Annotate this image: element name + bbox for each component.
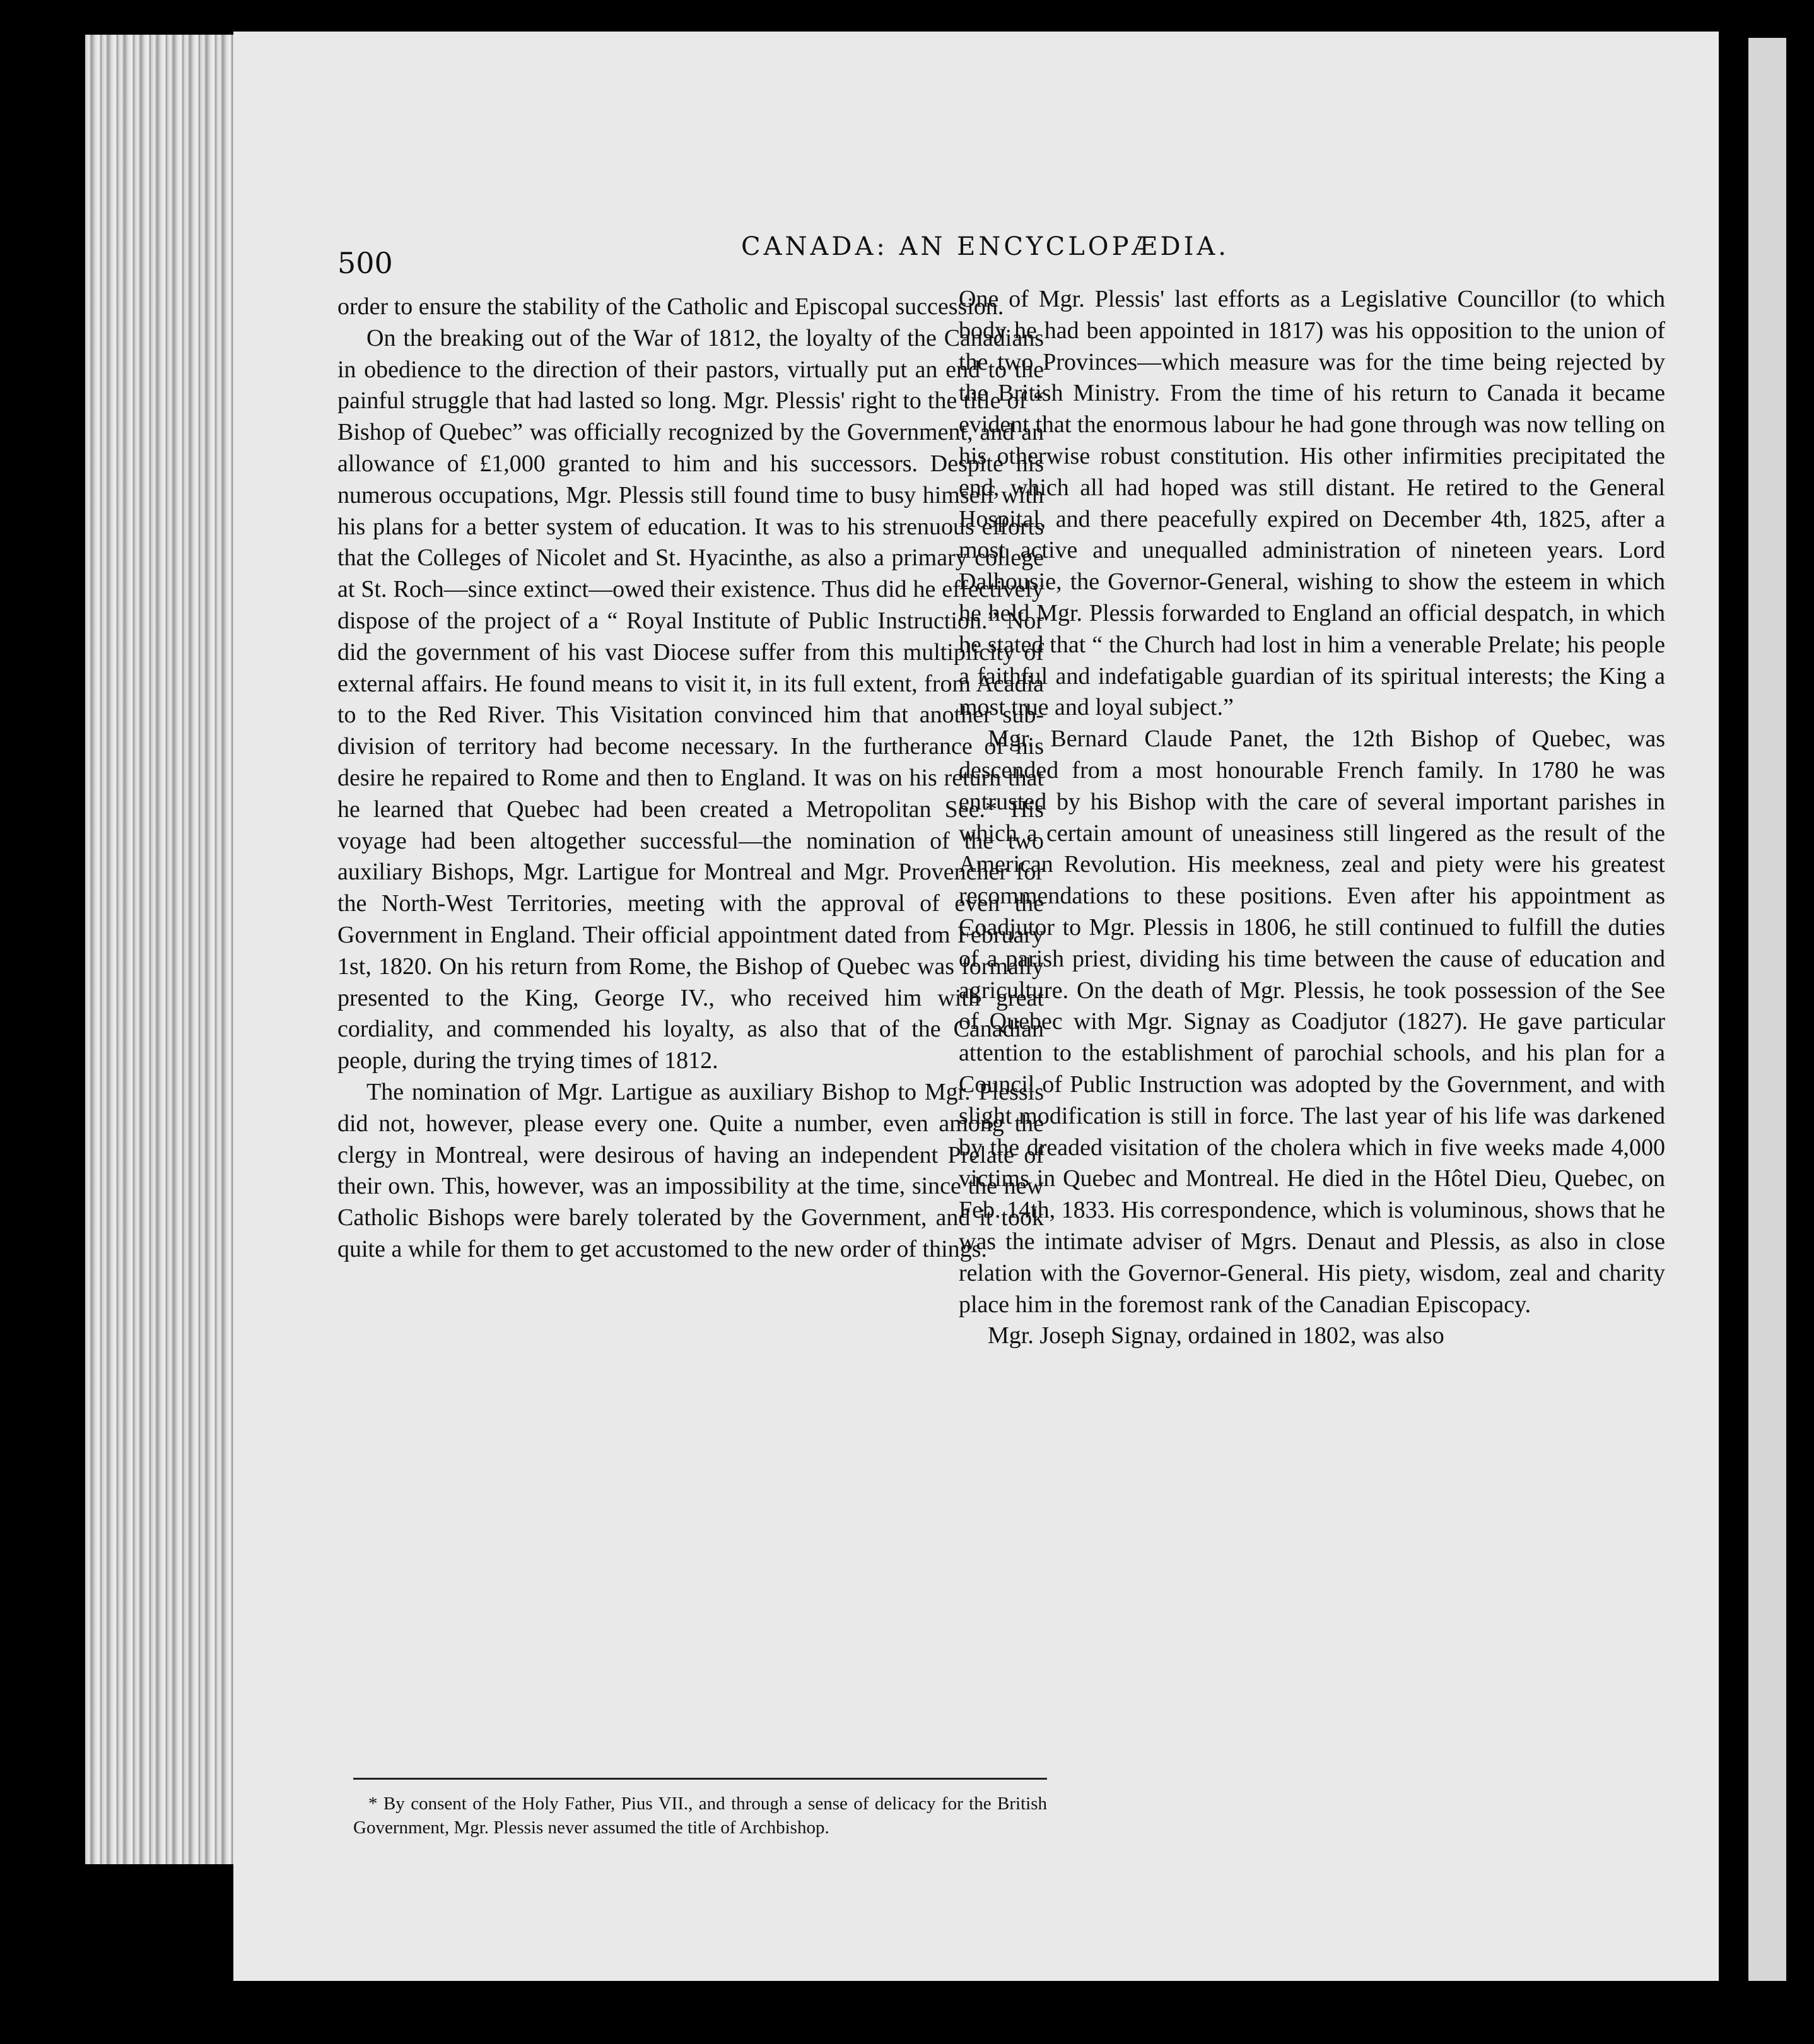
page-header <box>233 232 1719 283</box>
paragraph: Mgr. Bernard Claude Panet, the 12th Bishop of Quebec, was descended from a most honourable French family. In 1780 he was entrusted by his Bishop with the care of several important parishes in which a certain amount of uneasiness still lingered as the result of the American Revolution. His meekness, zeal and piety were his greatest recommendations to these positions. Even after his appointment as Coadjutor to Mgr. Plessis in 1806, he still continued to fulfill the duties of a parish priest, dividing his time between the cause of education and agriculture. On the death of Mgr. Plessis, he took possession of the See of Quebec with Mgr. Signay as Coadjutor (1827). He gave particular attention to the establishment of parochial schools, and his plan for a Council of Public Instruction was adopted by the Government, and with slight modification is still in force. The last year of his life was darkened by the dreaded visitation of the cholera which in five weeks made 4,000 victims in Quebec and Montreal. He died in the Hôtel Dieu, Quebec, on Feb. 14th, 1833. His correspondence, which is voluminous, shows that he was the intimate adviser of Mgrs. Denaut and Plessis, as also in close relation with the Governor-General. His piety, wisdom, zeal and charity place him in the foremost rank of the Canadian Episcopacy. <box>959 725 1665 1318</box>
right-column <box>959 284 1665 1352</box>
paragraph: On the breaking out of the War of 1812, the loyalty of the Canadians in obedience to the direction of their pastors, virtually put an end to the painful struggle that had lasted so long. Mgr. Plessis' right to the title of “ Bishop of Quebec” was officially recognized by the Government, and an allowance of £1,000 granted to him and his successors. Despite his numerous occupations, Mgr. Plessis still found time to busy himself with his plans for a better system of education. It was to his strenuous efforts that the Colleges of Nicolet and St. Hyacinthe, as also a primary college at St. Roch—since extinct—owed their existence. Thus did he effectively dispose of the project of a “ Royal Institute of Public Instruction.” Nor did the government of his vast Diocese suffer from this multiplicity of external affairs. He found means to visit it, in its full extent, from Acadia to to the Red River. This Visitation convinced him that another sub-division of territory had become necessary. In the furtherance of his desire he repaired to Rome and then to England. It was on his return that he learned that Quebec had been created a Metropolitan See.* His voyage had been altogether successful—the nomination of the two auxiliary Bishops, Mgr. Lartigue for Montreal and Mgr. Provencher for the North-West Territories, meeting with the approval of even the Government in England. Their official appointment dated from February 1st, 1820. On his return from Rome, the Bishop of Quebec was formally presented to the King, George IV., who received him with great cordiality, and commended his loyalty, as also that of the Canadian people, during the trying times of 1812. <box>337 324 1044 1074</box>
paragraph: order to ensure the stability of the Catholic and Episcopal succession. <box>337 293 1004 320</box>
running-title: CANADA: AN ENCYCLOPÆDIA. <box>741 232 1230 261</box>
footnote-rule <box>353 1778 1047 1780</box>
page-number: 500 <box>337 246 393 280</box>
footnote: * By consent of the Holy Father, Pius VII., and through a sense of delicacy for the British Government, Mgr. Plessis never assumed the title of Archbishop. <box>353 1794 1047 1838</box>
left-column <box>337 291 1044 1266</box>
paragraph: One of Mgr. Plessis' last efforts as a Legislative Councillor (to which body he had been appointed in 1817) was his opposition to the union of the two Provinces—which measure was for the time being rejected by the British Ministry. From the time of his return to Canada it became evident that the enormous labour he had gone through was now telling on his otherwise robust constitution. His other infirmities precipitated the end, which all had hoped was still distant. He retired to the General Hospital, and there peacefully expired on December 4th, 1825, after a most active and unequalled administration of nineteen years. Lord Dalhousie, the Governor-General, wishing to show the esteem in which he held Mgr. Plessis forwarded to England an official despatch, in which he stated that “ the Church had lost in him a venerable Prelate; his people a faithful and indefatigable guardian of its spiritual interests; the King a most true and loyal subject.” <box>959 286 1665 721</box>
paragraph: The nomination of Mgr. Lartigue as auxiliary Bishop to Mgr. Plessis did not, however, please every one. Quite a number, even among the clergy in Montreal, were desirous of having an independent Prelate of their own. This, however, was an impossibility at the time, since the new Catholic Bishops were barely tolerated by the Government, and it took quite a while for them to get accustomed to the new order of things. <box>337 1078 1044 1262</box>
book-page-edges <box>85 35 238 1864</box>
paragraph: Mgr. Joseph Signay, ordained in 1802, was also <box>988 1322 1444 1349</box>
facing-page-edge <box>1748 38 1786 1981</box>
book-page <box>233 32 1719 1981</box>
